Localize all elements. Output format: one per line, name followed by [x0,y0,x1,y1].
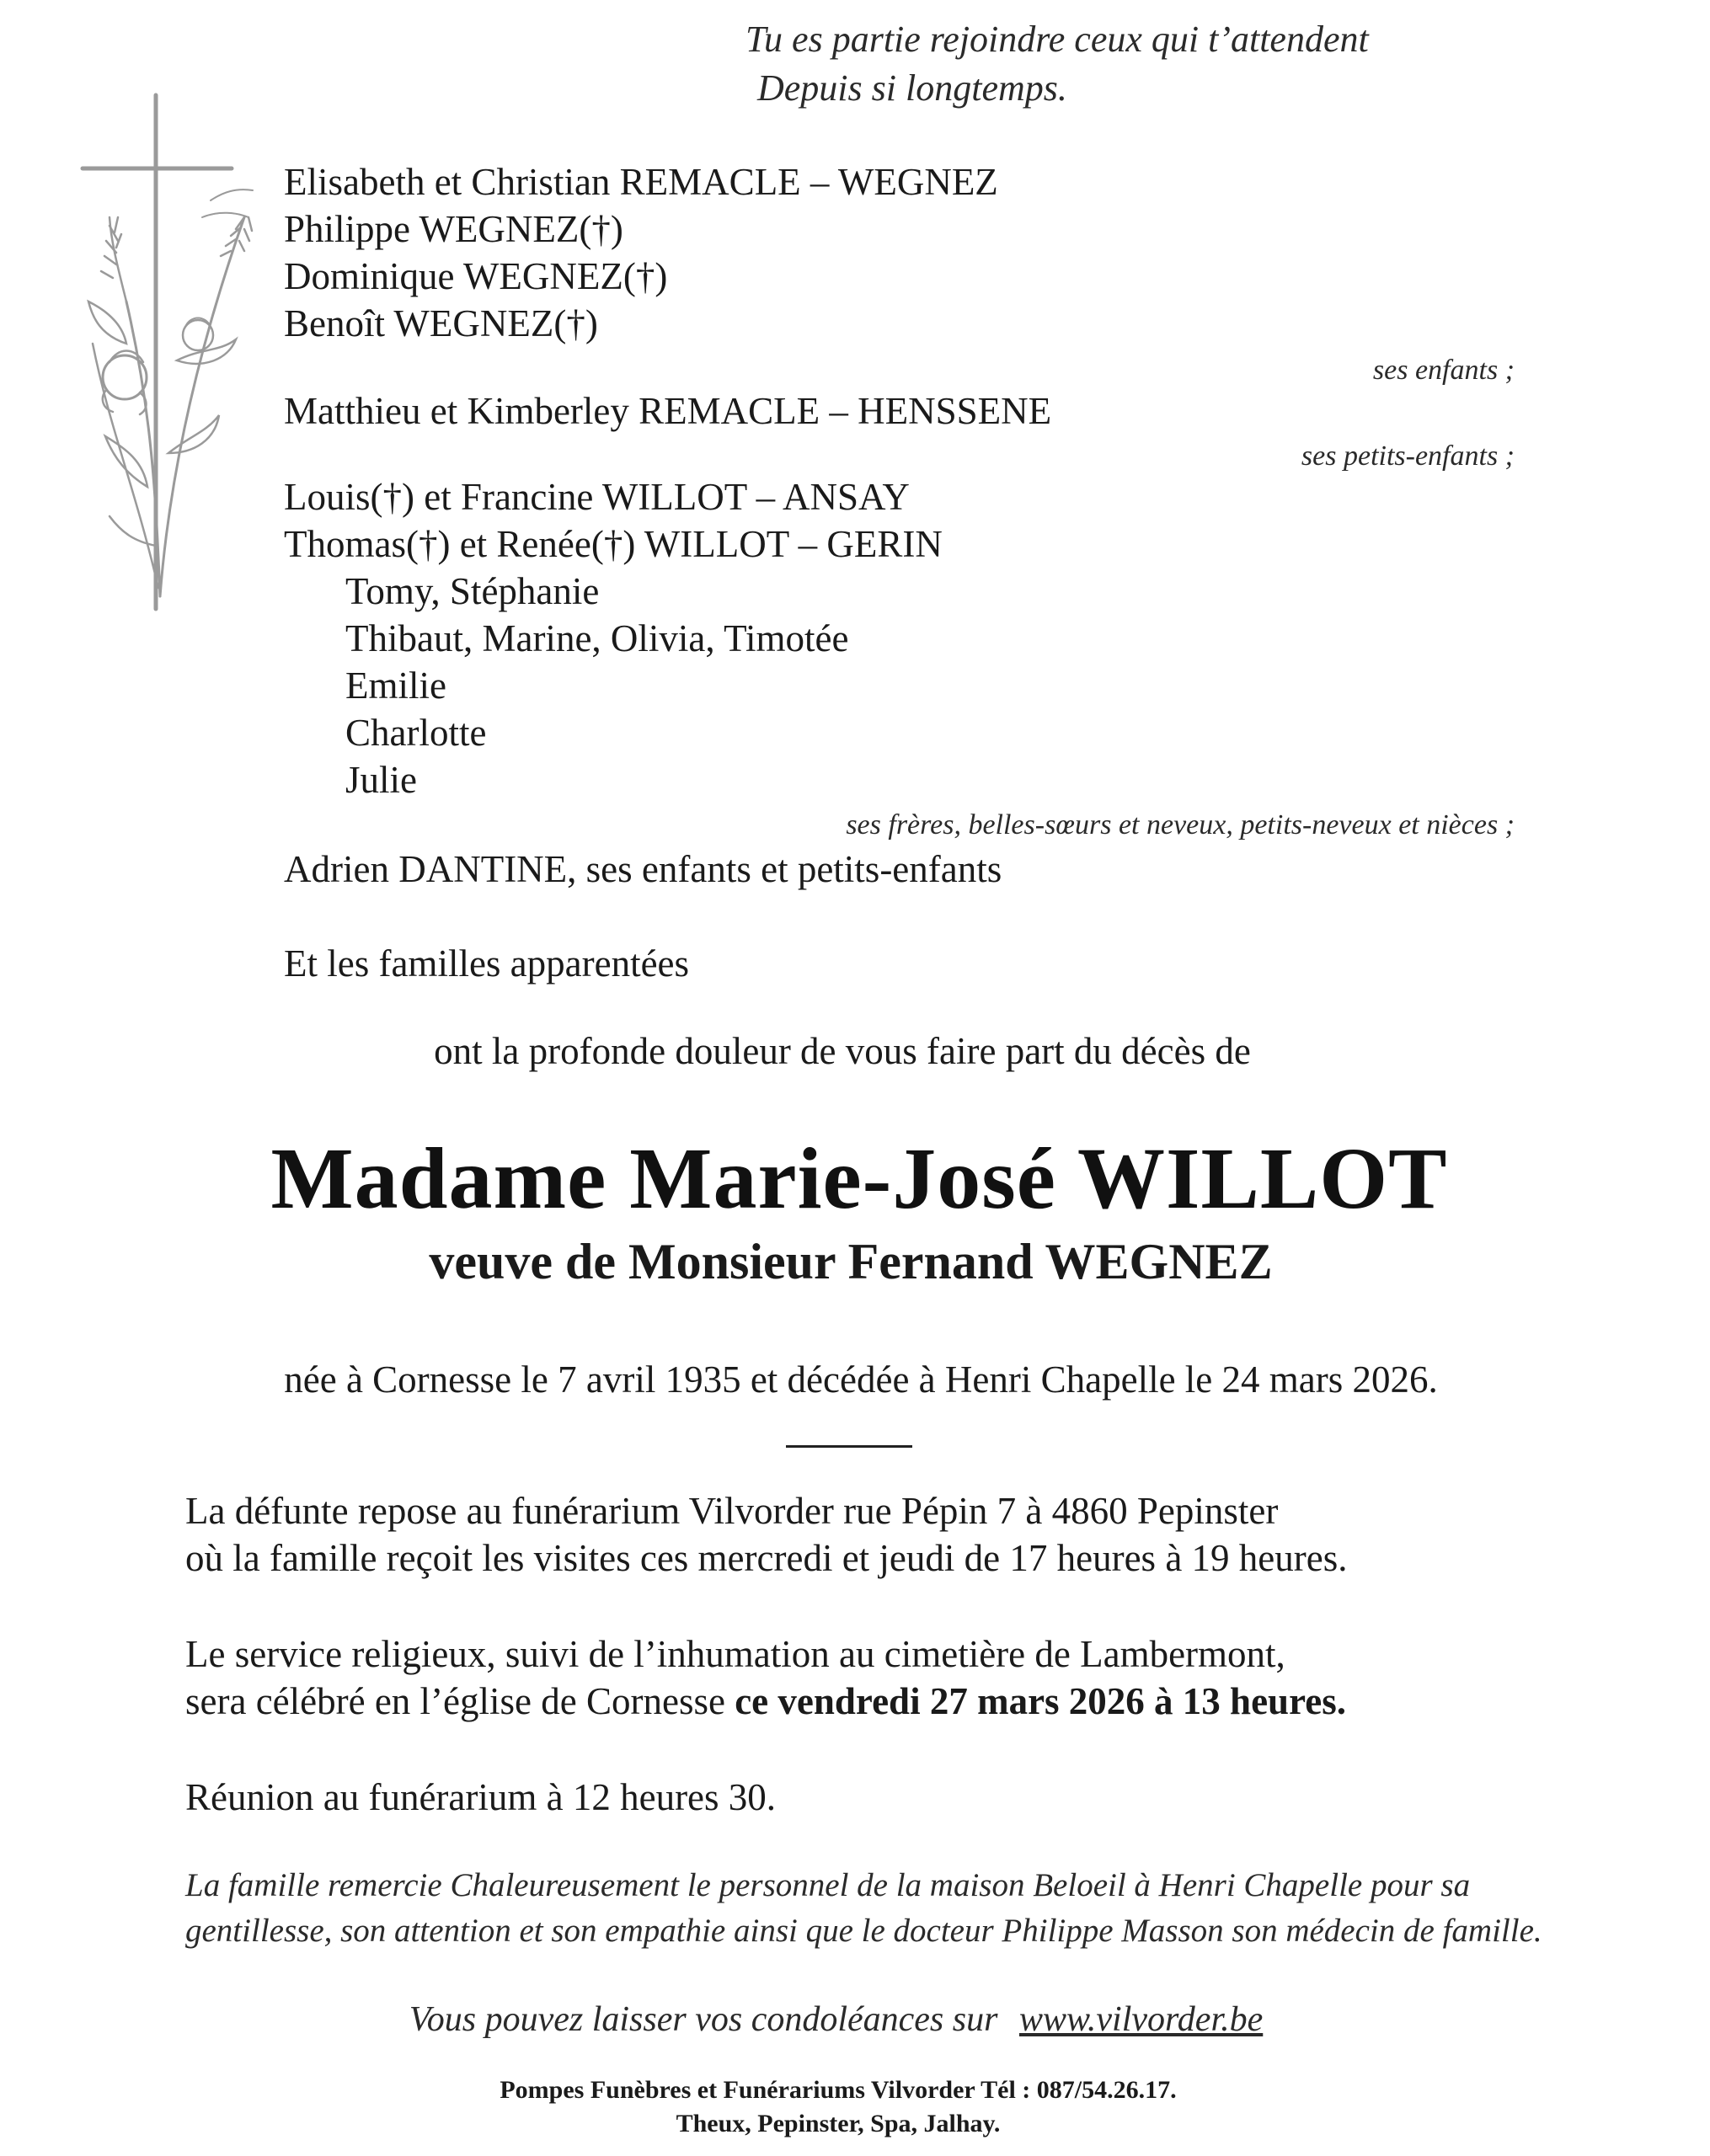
family-line-nephew-4: Charlotte [345,712,487,754]
family-line-nephew-5: Julie [345,759,417,801]
thanks-paragraph [185,1863,1542,1954]
families-line: Et les familles apparentées [284,942,690,985]
service-date-time: ce vendredi 27 mars 2026 à 13 heures. [735,1680,1346,1722]
epigraph-line-2: Depuis si longtemps. [757,67,1067,109]
widow-of: veuve de Monsieur Fernand WEGNEZ [429,1234,1273,1289]
family-line-child-4: Benoît WEGNEZ(†) [284,302,598,344]
condolences-line [0,1996,1710,2043]
family-line-sibling-2: Thomas(†) et Renée(†) WILLOT – GERIN [284,523,943,565]
children-relation-label: ses enfants ; [1372,355,1515,386]
meeting-line: Réunion au funérarium à 12 heures 30. [185,1776,777,1818]
family-line-child-1: Elisabeth et Christian REMACLE – WEGNEZ [284,161,998,203]
siblings-relation-label: ses frères, belles-sœurs et neveux, petits-neveux et nièces ; [846,809,1515,841]
visitation-line-2: où la famille reçoit les visites ces mercredi et jeudi de 17 heures à 19 heures. [185,1537,1348,1579]
epigraph [745,15,1369,113]
service-line-2 [185,1678,1346,1725]
family-line-nephew-1: Tomy, Stéphanie [345,570,600,612]
family-line-nephew-3: Emilie [345,664,446,707]
announcement: ont la profonde douleur de vous faire part du décès de [434,1030,1251,1072]
divider [786,1445,912,1448]
condolences-link[interactable]: www.vilvorder.be [1018,2000,1264,2039]
family-line-other: Adrien DANTINE, ses enfants et petits-enfants [284,848,1002,890]
footer-line-1: Pompes Funèbres et Funérariums Vilvorder Tél : 087/54.26.17. [500,2076,1177,2104]
cross-with-wheat-icon [76,91,278,613]
visitation-line-1: La défunte repose au funérarium Vilvorder rue Pépin 7 à 4860 Pepinster [185,1490,1279,1532]
family-line-sibling-1: Louis(†) et Francine WILLOT – ANSAY [284,476,910,518]
footer-line-2: Theux, Pepinster, Spa, Jalhay. [676,2110,1001,2137]
grandchildren-relation-label: ses petits-enfants ; [1301,440,1515,472]
family-line-child-3: Dominique WEGNEZ(†) [284,255,668,297]
family-line-child-2: Philippe WEGNEZ(†) [284,208,623,250]
birth-death-dates: née à Cornesse le 7 avril 1935 et décédée à Henri Chapelle le 24 mars 2026. [284,1358,1438,1401]
thanks-line-1: La famille remercie Chaleureusement le personnel de la maison Beloeil à Henri Chapelle pour sa [185,1867,1471,1903]
service-line-2-prefix: sera célébré en l’église de Cornesse [185,1680,735,1722]
thanks-line-2: gentillesse, son attention et son empathie ainsi que le docteur Philippe Masson son médecin de famille. [185,1913,1542,1949]
deceased-name: Madame Marie-José WILLOT [270,1130,1448,1227]
family-line-nephew-2: Thibaut, Marine, Olivia, Timotée [345,617,849,659]
condolences-text: Vous pouvez laisser vos condoléances sur [409,2000,1007,2039]
family-line-grandchild-1: Matthieu et Kimberley REMACLE – HENSSENE [284,390,1052,432]
epigraph-line-1: Tu es partie rejoindre ceux qui t’attendent [745,19,1369,60]
service-line-1: Le service religieux, suivi de l’inhumation au cimetière de Lambermont, [185,1633,1285,1675]
